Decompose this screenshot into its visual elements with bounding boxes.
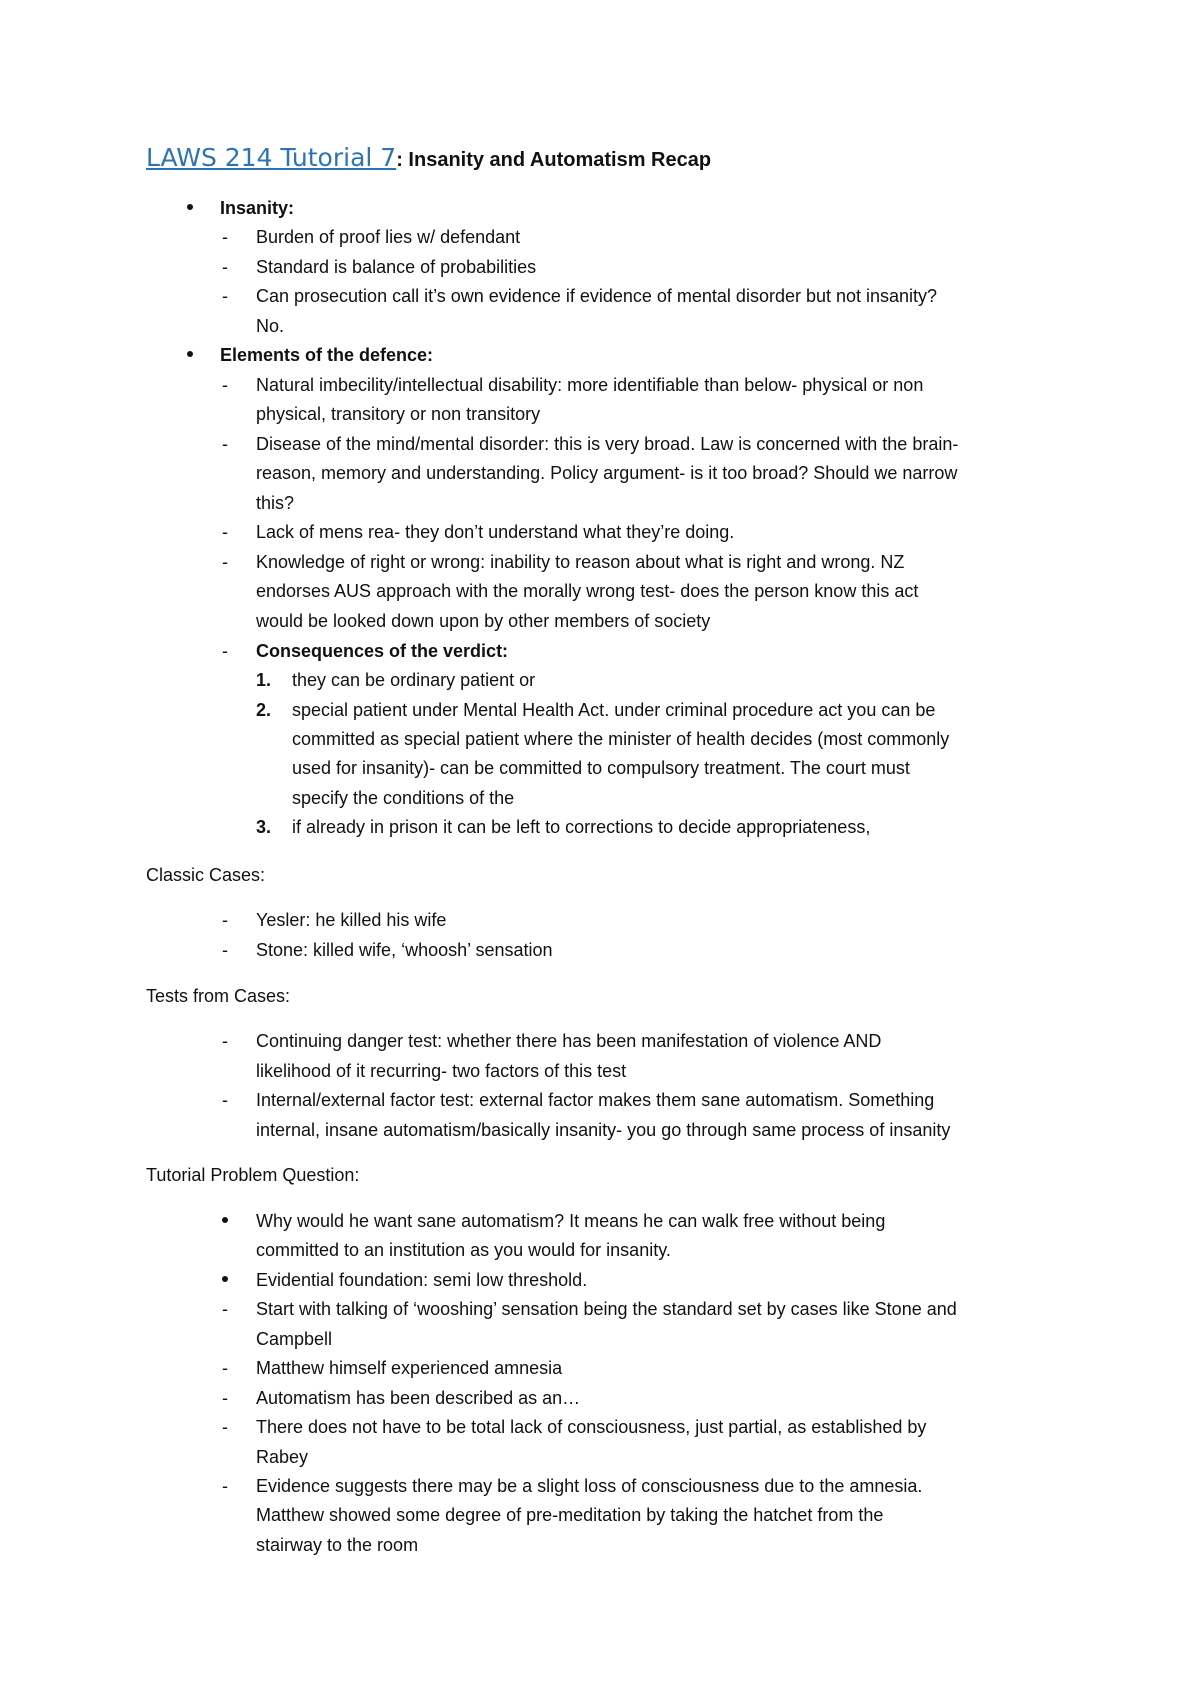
consequence-item: they can be ordinary patient or [292,670,536,690]
consequence-item: special patient under Mental Health Act. under criminal procedure act you can be [292,700,936,720]
tutorial-item-line: Rabey [256,1447,309,1467]
dash-marker: - [222,1388,228,1408]
dash-marker: - [222,375,228,395]
tutorial-item: Start with talking of ‘wooshing’ sensation being the standard set by cases like Stone and [256,1299,957,1319]
elements-item: Disease of the mind/mental disorder: this is very broad. Law is concerned with the brain- [256,434,959,454]
elements-item-line: this? [256,493,295,513]
dash-marker: - [222,641,228,661]
dash-marker: - [222,1090,228,1110]
tutorial-item-line: stairway to the room [256,1535,419,1555]
tutorial-item: Matthew himself experienced amnesia [256,1358,563,1378]
consequences-heading: Consequences of the verdict: [256,641,509,661]
elements-item-line: endorses AUS approach with the morally wrong test- does the person know this act [256,581,919,601]
dash-marker: - [222,522,228,542]
tutorial-heading: Tutorial Problem Question: [146,1165,360,1185]
tutorial-item-line: committed to an institution as you would for insanity. [256,1240,671,1260]
number-marker: 3. [256,817,272,837]
tutorial-item: Evidence suggests there may be a slight loss of consciousness due to the amnesia. [256,1476,923,1496]
elements-item: Knowledge of right or wrong: inability to reason about what is right and wrong. NZ [256,552,905,572]
insanity-item: Standard is balance of probabilities [256,257,537,277]
tutorial-item-line: Matthew showed some degree of pre-meditation by taking the hatchet from the [256,1505,884,1525]
tutorial-item: There does not have to be total lack of consciousness, just partial, as established by [256,1417,927,1437]
insanity-item: Can prosecution call it’s own evidence if evidence of mental disorder but not insanity? [256,286,938,306]
consequence-item-line: used for insanity)- can be committed to compulsory treatment. The court must [292,758,910,778]
dash-marker: - [222,1299,228,1319]
consequence-item-line: specify the conditions of the [292,788,515,808]
classic-case-item: Stone: killed wife, ‘whoosh’ sensation [256,940,553,960]
dash-marker: - [222,434,228,454]
elements-item: Lack of mens rea- they don’t understand what they’re doing. [256,522,735,542]
tutorial-item: Evidential foundation: semi low threshold. [256,1270,588,1290]
insanity-item: Burden of proof lies w/ defendant [256,227,521,247]
tests-heading: Tests from Cases: [146,986,291,1006]
elements-item-line: would be looked down upon by other members of society [256,611,711,631]
consequence-item: if already in prison it can be left to corrections to decide appropriateness, [292,817,871,837]
tutorial-item: Why would he want sane automatism? It means he can walk free without being [256,1211,886,1231]
test-item-line: internal, insane automatism/basically insanity- you go through same process of insanity [256,1120,951,1140]
dash-marker: - [222,1476,228,1496]
test-item: Continuing danger test: whether there has been manifestation of violence AND [256,1031,882,1051]
insanity-heading: Insanity: [220,198,295,218]
elements-item: Natural imbecility/intellectual disability: more identifiable than below- physical or non [256,375,924,395]
bullet-icon [187,351,193,357]
consequence-item-line: committed as special patient where the minister of health decides (most commonly [292,729,950,749]
dash-marker: - [222,1031,228,1051]
insanity-item-continued: No. [256,316,285,336]
elements-item-line: physical, transitory or non transitory [256,404,541,424]
title-subtitle: : Insanity and Automatism Recap [396,149,712,171]
dash-marker: - [222,1358,228,1378]
number-marker: 2. [256,700,272,720]
classic-case-item: Yesler: he killed his wife [256,910,447,930]
bullet-icon [222,1217,228,1223]
number-marker: 1. [256,670,272,690]
dash-marker: - [222,940,228,960]
test-item: Internal/external factor test: external factor makes them sane automatism. Something [256,1090,935,1110]
title-link[interactable]: LAWS 214 Tutorial 7 [146,143,397,172]
tutorial-item: Automatism has been described as an… [256,1388,581,1408]
page-title [146,143,711,172]
dash-marker: - [222,257,228,277]
bullet-icon [187,204,193,210]
dash-marker: - [222,227,228,247]
tutorial-item-line: Campbell [256,1329,333,1349]
dash-marker: - [222,910,228,930]
test-item-line: likelihood of it recurring- two factors of this test [256,1061,627,1081]
elements-item-line: reason, memory and understanding. Policy argument- is it too broad? Should we narrow [256,463,958,483]
elements-heading: Elements of the defence: [220,345,434,365]
dash-marker: - [222,286,228,306]
dash-marker: - [222,552,228,572]
bullet-icon [222,1276,228,1282]
dash-marker: - [222,1417,228,1437]
classic-cases-heading: Classic Cases: [146,865,266,885]
